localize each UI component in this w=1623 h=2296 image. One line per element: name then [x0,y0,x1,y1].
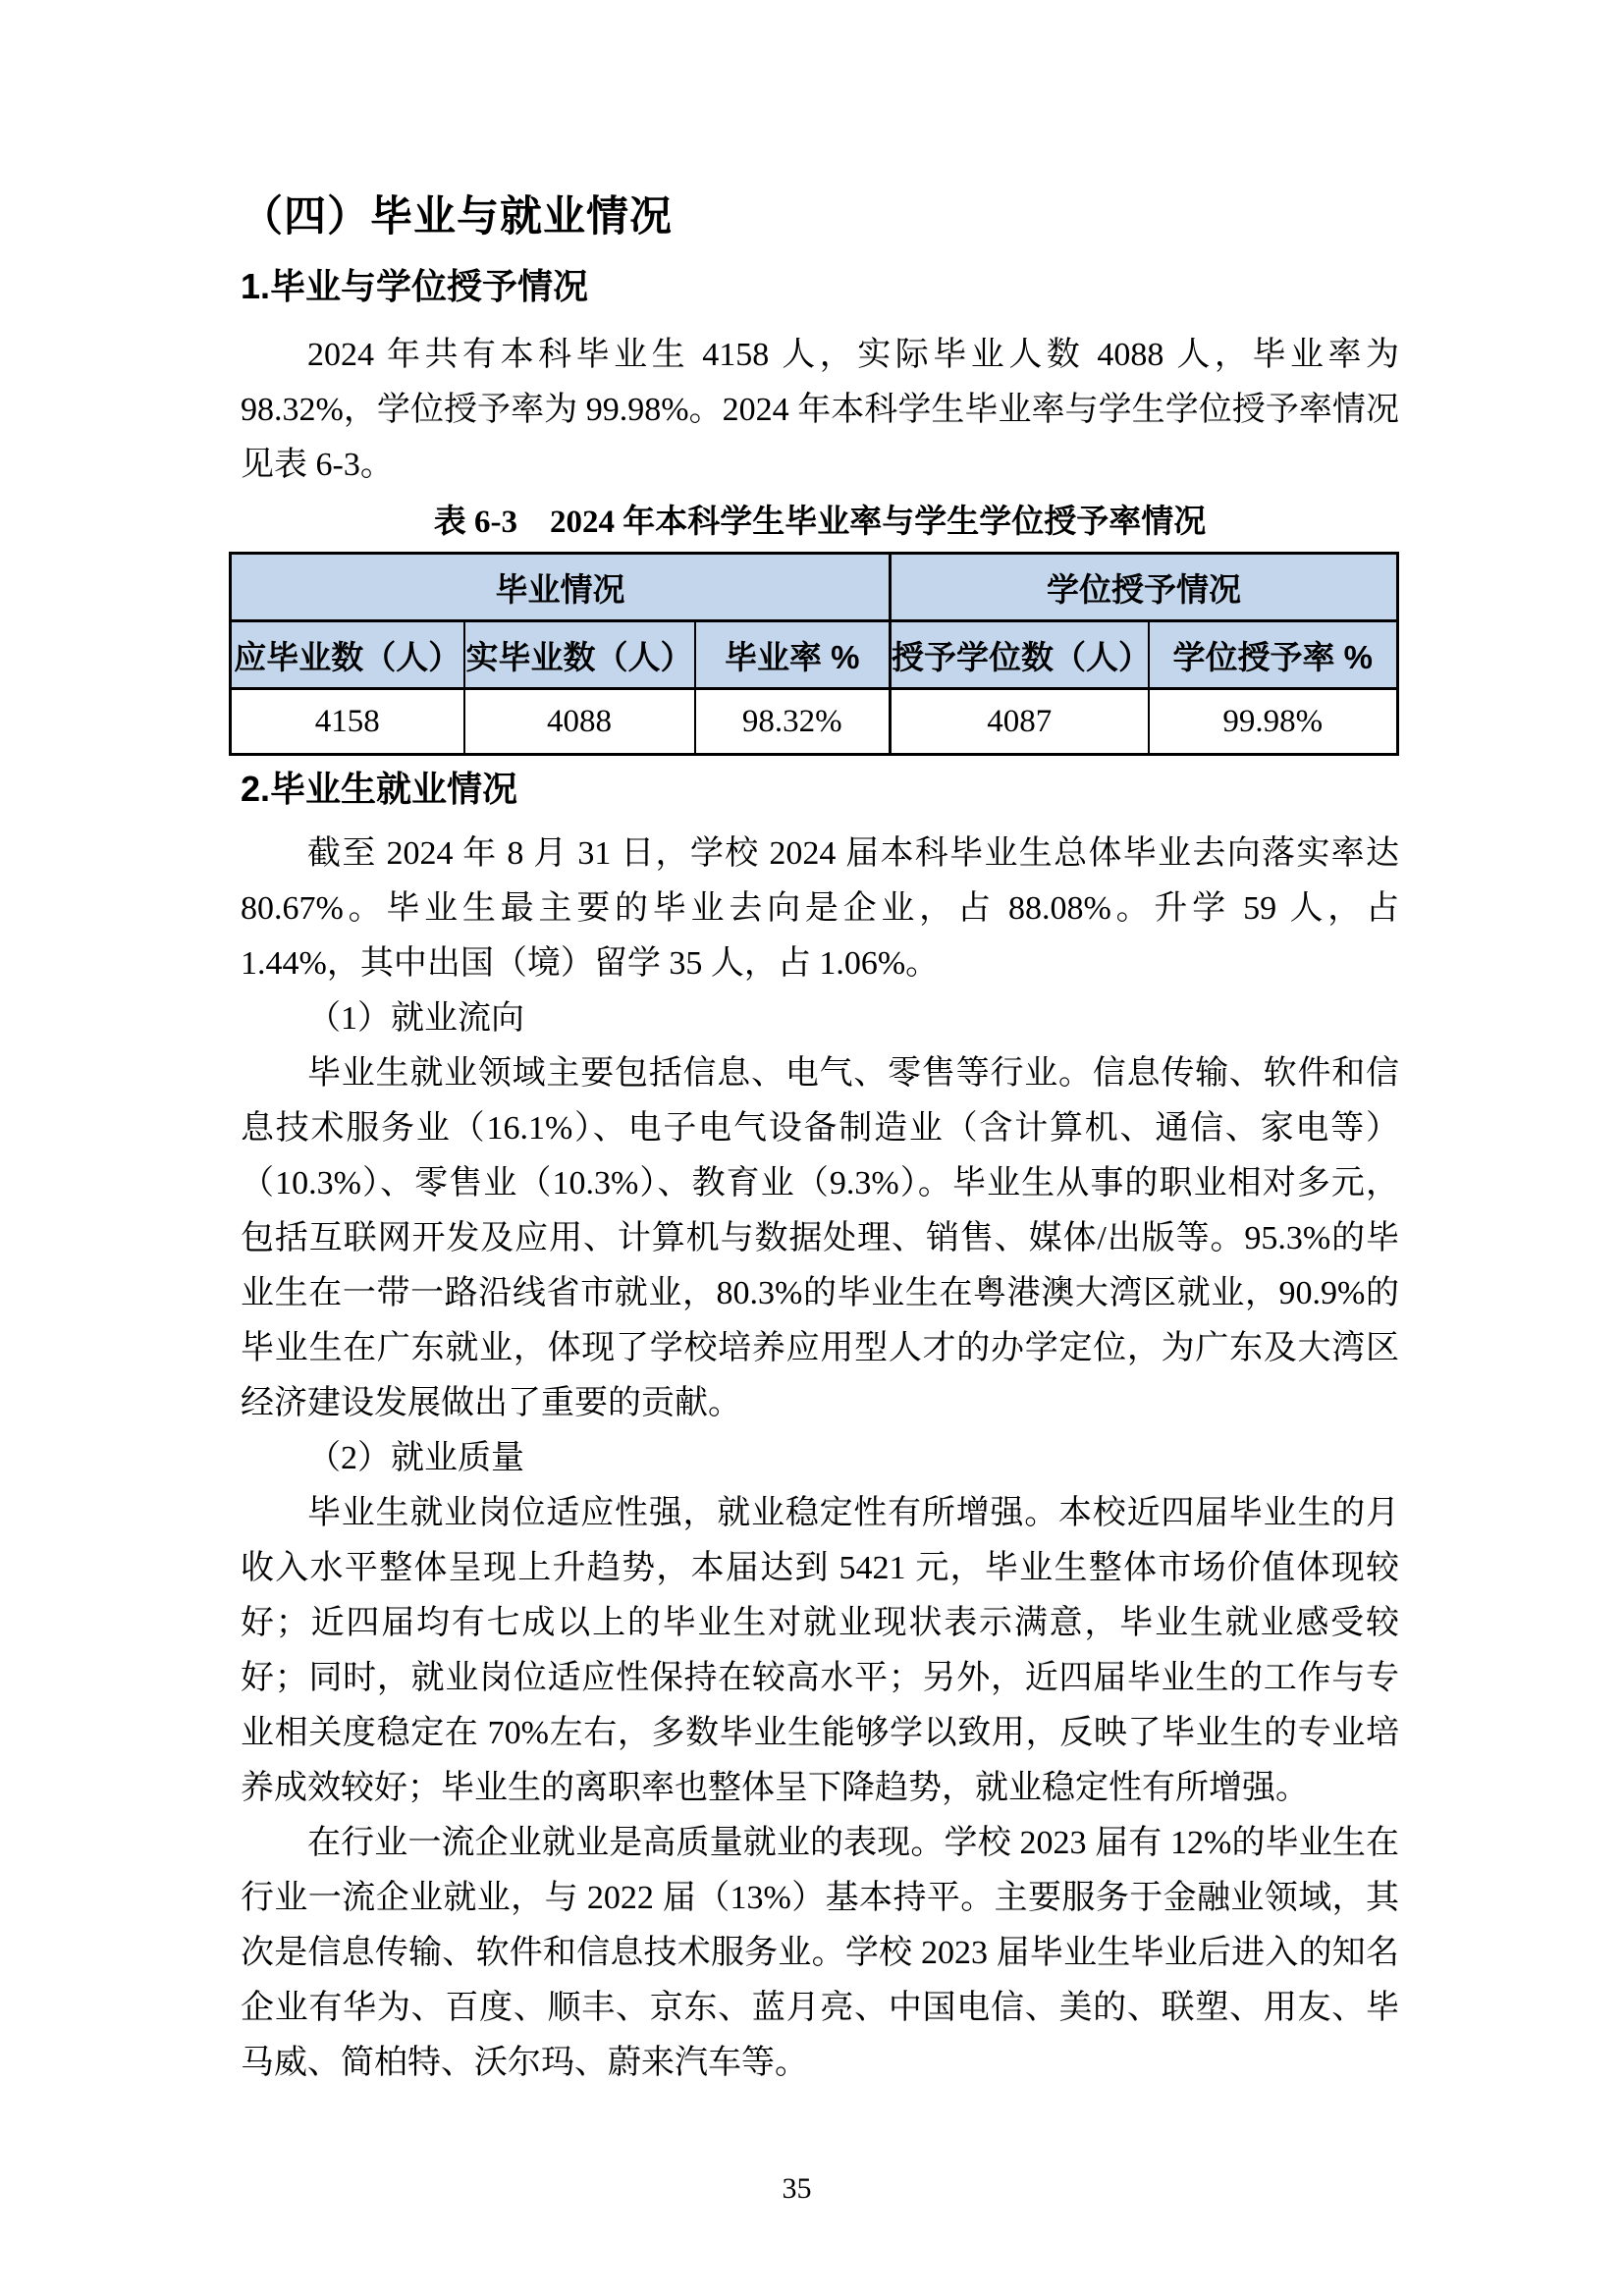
cell-actual-graduates: 4088 [464,689,695,755]
paragraph-top-enterprises: 在行业一流企业就业是高质量就业的表现。学校 2023 届有 12%的毕业生在行业一流企业就业，与 2022 届（13%）基本持平。主要服务于金融业领域，其次是信息传输、软件和信息技术服务业。学校 2023 届毕业生毕业后进入的知名企业有华为、百度、顺丰、京东、蓝月亮、中国电信、美的、联塑、用友、毕马威、简柏特、沃尔玛、蔚来汽车等。 [241,1825,1399,2081]
heading-employment-quality: （2）就业质量 [307,1440,524,1476]
table-data-row [231,689,1398,755]
subsection-heading-1: 1.毕业与学位授予情况 [241,266,589,306]
cell-graduation-rate: 98.32% [695,689,891,755]
heading-employment-flow: （1）就业流向 [307,1000,524,1037]
table-group-header-row [231,554,1398,621]
col-header-degrees-awarded: 授予学位数（人） [891,621,1149,689]
section-heading: （四）毕业与就业情况 [241,193,673,240]
cell-degrees-awarded: 4087 [891,689,1149,755]
cell-degree-rate: 99.98% [1149,689,1398,755]
graduation-rate-table [229,552,1399,756]
paragraph-employment-flow: 毕业生就业领域主要包括信息、电气、零售等行业。信息传输、软件和信息技术服务业（16.1%）、电子电气设备制造业（含计算机、通信、家电等）（10.3%）、零售业（10.3%）、教育业（9.3%）。毕业生从事的职业相对多元，包括互联网开发及应用、计算机与数据处理、销售、媒体/出版等。95.3%的毕业生在一带一路沿线省市就业，80.3%的毕业生在粤港澳大湾区就业，90.9%的毕业生在广东就业，体现了学校培养应用型人才的办学定位，为广东及大湾区经济建设发展做出了重要的贡献。 [241,1055,1399,1421]
col-header-actual-graduates: 实毕业数（人） [464,621,695,689]
page-number: 35 [782,2172,812,2205]
col-header-expected-graduates: 应毕业数（人） [231,621,464,689]
group-header-graduation: 毕业情况 [231,554,891,621]
paragraph-employment-overview: 截至 2024 年 8 月 31 日，学校 2024 届本科毕业生总体毕业去向落实率达 80.67%。毕业生最主要的毕业去向是企业，占 88.08%。升学 59 人，占 1.44%，其中出国（境）留学 35 人，占 1.06%。 [241,835,1399,982]
paragraph-graduation-overview: 2024 年共有本科毕业生 4158 人，实际毕业人数 4088 人，毕业率为 98.32%，学位授予率为 99.98%。2024 年本科学生毕业率与学生学位授予率情况见表 6-3。 [241,337,1399,483]
col-header-degree-rate: 学位授予率 % [1149,621,1398,689]
paragraph-employment-quality: 毕业生就业岗位适应性强，就业稳定性有所增强。本校近四届毕业生的月收入水平整体呈现上升趋势，本届达到 5421 元，毕业生整体市场价值体现较好；近四届均有七成以上的毕业生对就业现状表示满意，毕业生就业感受较好；同时，就业岗位适应性保持在较高水平；另外，近四届毕业生的工作与专业相关度稳定在 70%左右，多数毕业生能够学以致用，反映了毕业生的专业培养成效较好；毕业生的离职率也整体呈下降趋势，就业稳定性有所增强。 [241,1495,1399,1806]
table-column-header-row [231,621,1398,689]
group-header-degree: 学位授予情况 [891,554,1398,621]
subsection-heading-2: 2.毕业生就业情况 [241,769,518,809]
col-header-graduation-rate: 毕业率 % [695,621,891,689]
table-caption: 表 6-3 2024 年本科学生毕业率与学生学位授予率情况 [433,505,1207,540]
cell-expected-graduates: 4158 [231,689,464,755]
